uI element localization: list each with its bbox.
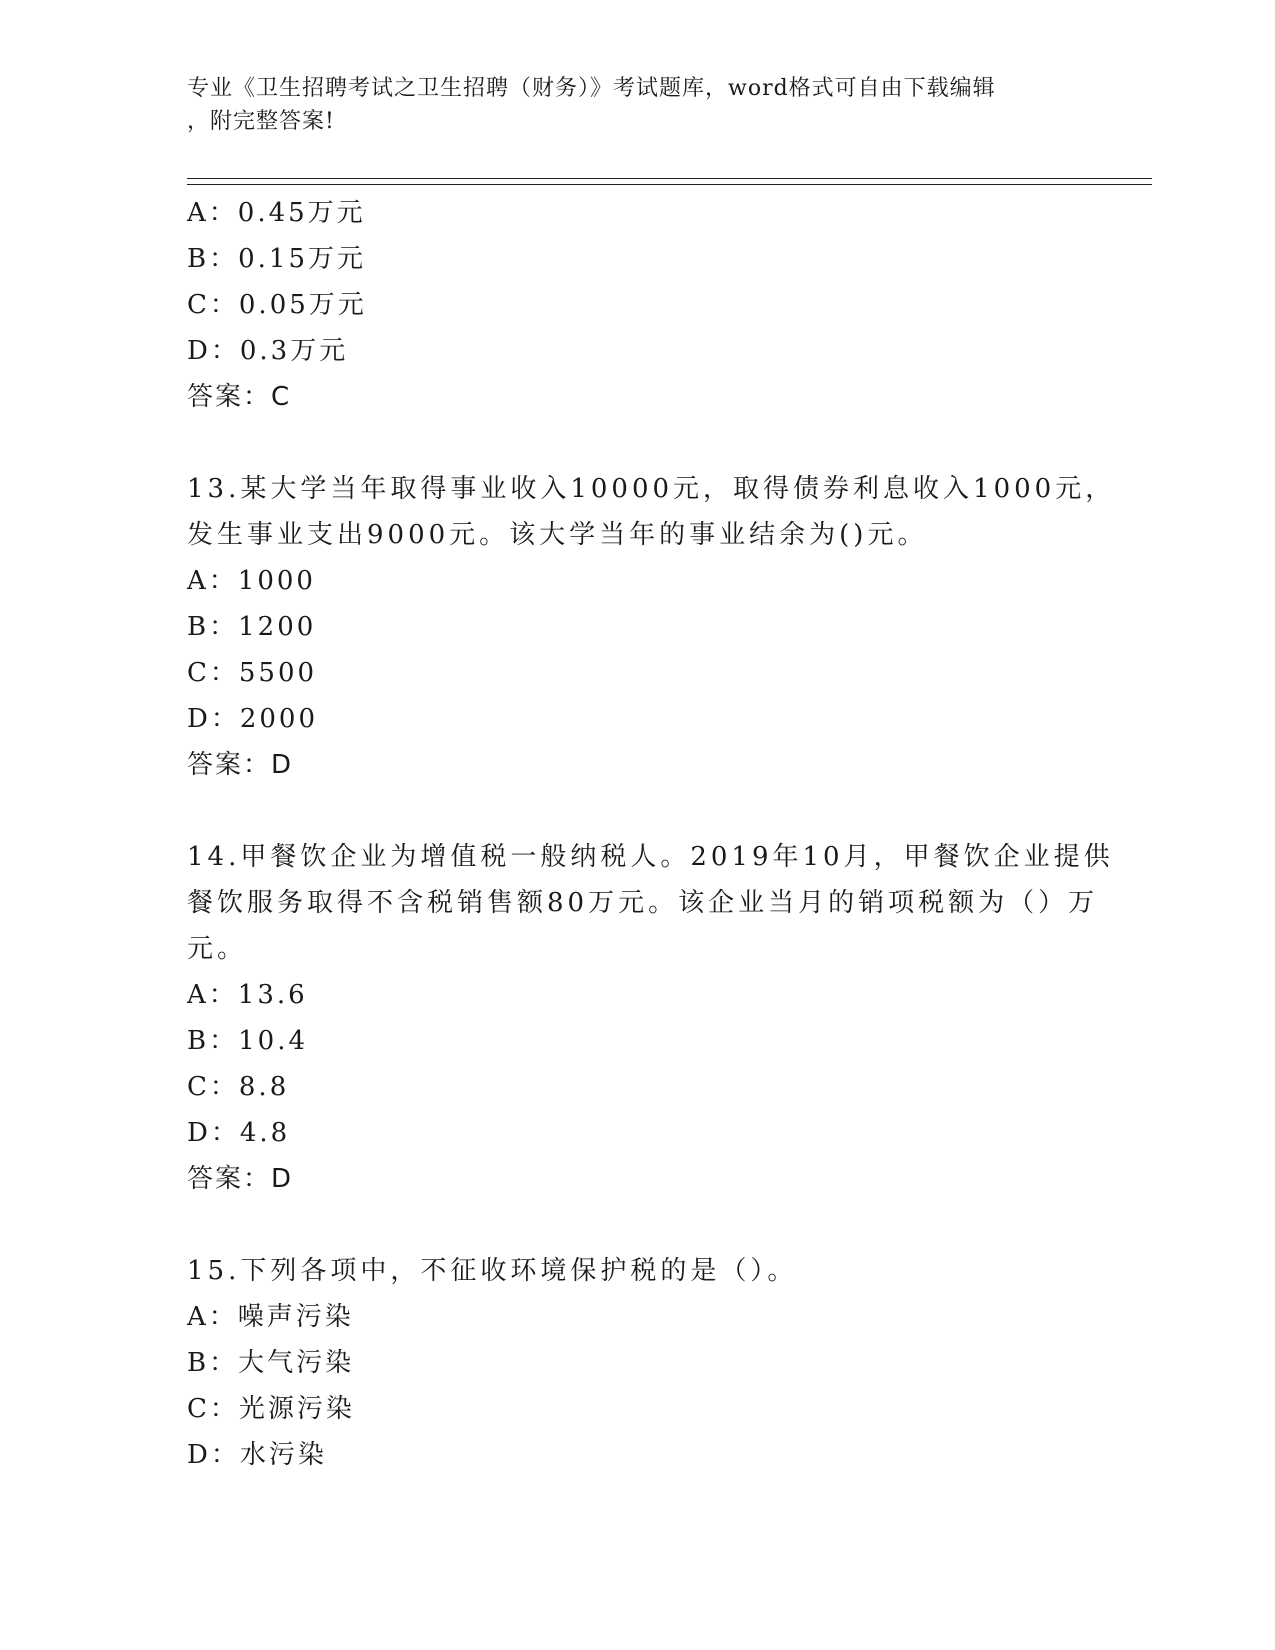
q15-option-b: B：大气污染 — [187, 1348, 355, 1378]
q14-stem-line-3: 元。 — [187, 934, 248, 964]
q15-stem-line-1: 15.下列各项中，不征收环境保护税的是（）。 — [187, 1256, 798, 1286]
q12-option-a: A：0.45万元 — [187, 198, 366, 228]
q14-stem-line-1: 14.甲餐饮企业为增值税一般纳税人。2019年10月，甲餐饮企业提供 — [187, 842, 1114, 872]
header-line-2: ，附完整答案! — [187, 109, 335, 134]
q15-option-d: D：水污染 — [187, 1440, 327, 1470]
question-13-block — [187, 466, 1116, 788]
q12-option-c: C：0.05万元 — [187, 290, 367, 320]
q15-option-a: A：噪声污染 — [187, 1302, 354, 1332]
q13-option-c: C：5500 — [187, 658, 318, 688]
header-divider-bottom — [187, 184, 1152, 185]
q13-answer: 答案：D — [187, 750, 294, 780]
document-header — [187, 72, 1067, 138]
spacer — [187, 788, 1087, 834]
q14-stem-line-2: 餐饮服务取得不含税销售额80万元。该企业当月的销项税额为（）万 — [187, 888, 1099, 918]
header-divider-top — [187, 178, 1152, 179]
q13-stem-line-2: 发生事业支出9000元。该大学当年的事业结余为()元。 — [187, 520, 928, 550]
q15-option-c: C：光源污染 — [187, 1394, 355, 1424]
q12-option-d: D：0.3万元 — [187, 336, 349, 366]
header-line-1: 专业《卫生招聘考试之卫生招聘（财务）》考试题库，word格式可自由下载编辑 — [187, 76, 996, 101]
spacer — [187, 420, 1087, 466]
q14-option-b: B：10.4 — [187, 1026, 308, 1056]
q12-answer: 答案：C — [187, 382, 292, 412]
q13-stem-line-1: 13.某大学当年取得事业收入10000元，取得债券利息收入1000元， — [187, 474, 1116, 504]
question-14-block — [187, 834, 1114, 1202]
q14-answer: 答案：D — [187, 1164, 294, 1194]
q13-option-b: B：1200 — [187, 612, 317, 642]
question-12-block — [187, 190, 1087, 420]
spacer — [187, 1202, 1087, 1248]
q14-option-d: D：4.8 — [187, 1118, 291, 1148]
question-15-block — [187, 1248, 1087, 1478]
q14-option-a: A：13.6 — [187, 980, 308, 1010]
document-body — [187, 190, 1116, 1478]
q13-option-a: A：1000 — [187, 566, 316, 596]
q13-option-d: D：2000 — [187, 704, 319, 734]
q12-option-b: B：0.15万元 — [187, 244, 366, 274]
q14-option-c: C：8.8 — [187, 1072, 290, 1102]
